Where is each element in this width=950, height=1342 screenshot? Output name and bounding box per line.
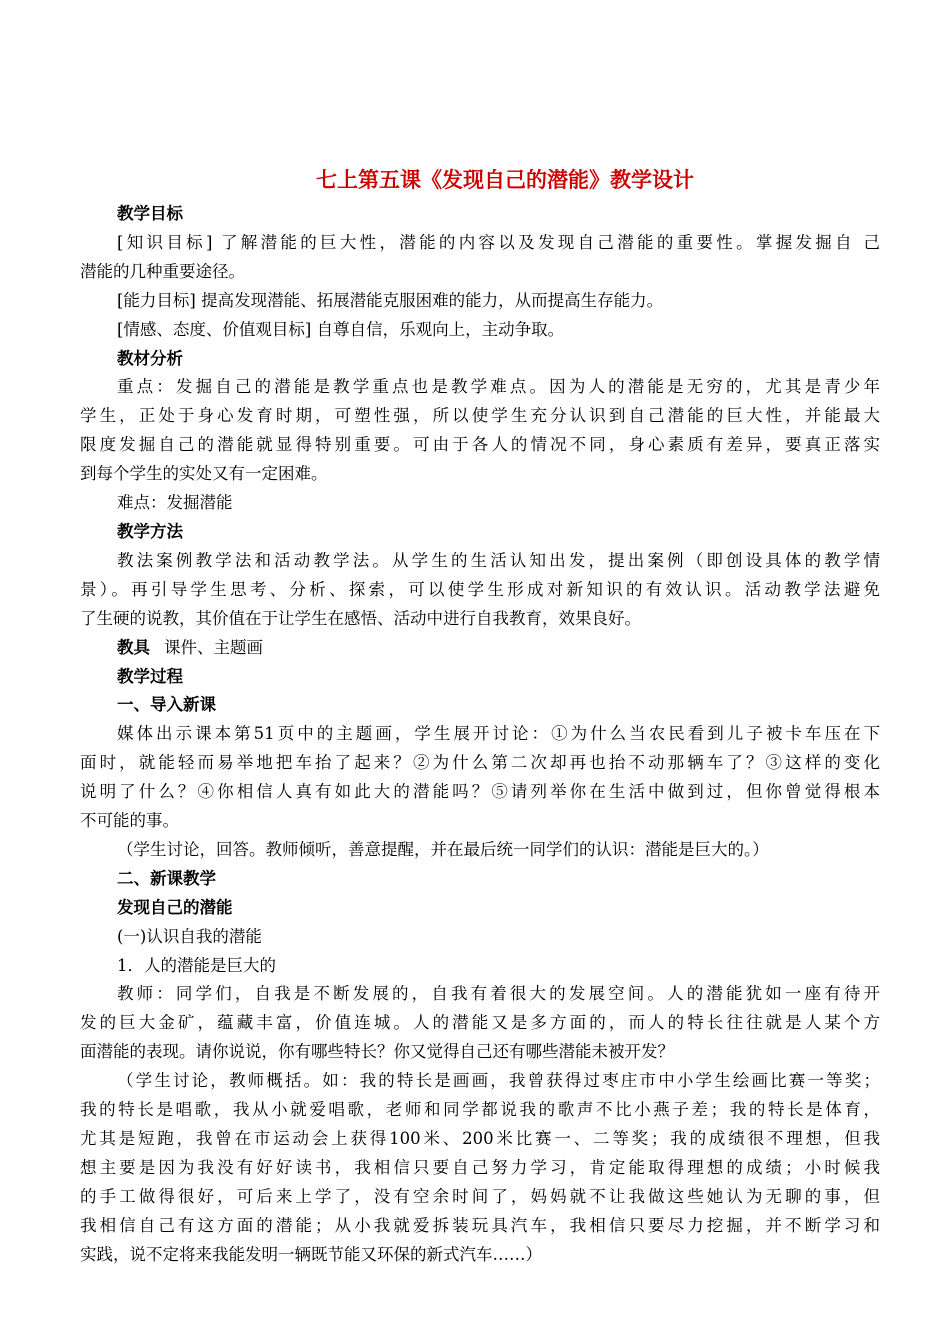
- paragraph-line: 实践，说不定将来我能发明一辆既节能又环保的新式汽车……）: [80, 1244, 542, 1264]
- paragraph-line: 教师：同学们，自我是不断发展的，自我有着很大的发展空间。人的潜能犹如一座有待开: [117, 984, 880, 1004]
- paragraph-line: 到每个学生的实处又有一定困难。: [80, 464, 328, 484]
- paragraph-line: 景）。再引导学生思考、分析、探索，可以使学生形成对新知识的有效认识。活动教学法避免: [80, 579, 880, 599]
- paragraph-line: 面时，就能轻而易举地把车抬了起来？②为什么第二次却再也抬不动那辆车了？③这样的变化: [80, 753, 880, 773]
- subsection-heading-new-lesson: 二、新课教学: [117, 868, 216, 888]
- paragraph-line: 潜能的几种重要途径。: [80, 261, 245, 281]
- paragraph-line: 教法案例教学法和活动教学法。从学生的生活认知出发，提出案例（即创设具体的教学情: [117, 550, 880, 570]
- paragraph-line: 我的特长是唱歌，我从小就爱唱歌，老师和同学都说我的歌声不比小燕子差；我的特长是体育，: [80, 1100, 880, 1120]
- paragraph-line: 了生硬的说教，其价值在于让学生在感悟、活动中进行自我教育，效果良好。: [80, 608, 641, 628]
- paragraph-line: 媒体出示课本第51页中的主题画，学生展开讨论：①为什么当农民看到儿子被卡车压在下: [117, 724, 880, 744]
- teaching-tools-line: [80, 634, 880, 663]
- paragraph-line: 尤其是短跑，我曾在市运动会上获得100米、200米比赛一、二等奖；我的成绩很不理想，但我: [80, 1129, 880, 1148]
- document-page: [80, 160, 880, 1270]
- paragraph-line: 想主要是因为我没有好好读书，我相信只要自己努力学习，肯定能取得理想的成绩；小时候我: [80, 1157, 880, 1177]
- subsection-heading-intro: 一、导入新课: [117, 695, 216, 715]
- paragraph-line: [情感、态度、价值观目标] 自尊自信，乐观向上，主动争取。: [117, 319, 565, 339]
- paragraph-line: 学生，正处于身心发育时期，可塑性强，所以使学生充分认识到自己潜能的巨大性，并能最大: [80, 406, 880, 426]
- section-heading-teaching-goals: 教学目标: [117, 204, 183, 223]
- paragraph-line: (一)认识自我的潜能: [117, 926, 262, 946]
- paragraph-line: 说明了什么？④你相信人真有如此大的潜能吗？⑤请列举你在生活中做到过，但你曾觉得根本: [80, 782, 880, 802]
- teaching-tools-text: 课件、主题画: [164, 637, 263, 657]
- section-heading-teaching-process: 教学过程: [117, 666, 183, 686]
- document-title: 七上第五课《发现自己的潜能》教学设计: [316, 168, 694, 192]
- paragraph-line: 难点：发掘潜能: [117, 493, 233, 513]
- paragraph-line: 的手工做得很好，可后来上学了，没有空余时间了，妈妈就不让我做这些她认为无聊的事，但: [80, 1186, 880, 1206]
- paragraph-line: [知识目标] 了解潜能的巨大性，潜能的内容以及发现自己潜能的重要性。掌握发掘自 己: [117, 232, 880, 252]
- paragraph-line: 限度发掘自己的潜能就显得特别重要。可由于各人的情况不同，身心素质有差异，要真正落实: [80, 435, 880, 455]
- paragraph-line: 我相信自己有这方面的潜能；从小我就爱拆装玩具汽车，我相信只要尽力挖掘，并不断学习和: [80, 1215, 880, 1235]
- section-heading-teaching-tools: 教具: [117, 637, 150, 657]
- paragraph-line: 不可能的事。: [80, 811, 179, 831]
- section-heading-teaching-methods: 教学方法: [117, 521, 183, 541]
- subsection-heading-discover-potential: 发现自己的潜能: [117, 897, 233, 917]
- paragraph-line: 1．人的潜能是巨大的: [117, 955, 276, 975]
- paragraph-line: 面潜能的表现。请你说说，你有哪些特长？你又觉得自己还有哪些潜能未被开发？: [80, 1042, 674, 1062]
- paragraph-line: （学生讨论，回答。教师倾听，善意提醒，并在最后统一同学们的认识：潜能是巨大的。）: [117, 839, 769, 859]
- paragraph-line: 重点：发掘自己的潜能是教学重点也是教学难点。因为人的潜能是无穷的，尤其是青少年: [117, 377, 880, 397]
- paragraph-line: [能力目标] 提高发现潜能、拓展潜能克服困难的能力，从而提高生存能力。: [117, 290, 664, 310]
- section-heading-material-analysis: 教材分析: [117, 348, 183, 368]
- paragraph-line: （学生讨论，教师概括。如：我的特长是画画，我曾获得过枣庄市中小学生绘画比赛一等奖；: [117, 1071, 880, 1091]
- paragraph-line: 发的巨大金矿，蕴藏丰富，价值连城。人的潜能又是多方面的，而人的特长往往就是人某个方: [80, 1013, 880, 1033]
